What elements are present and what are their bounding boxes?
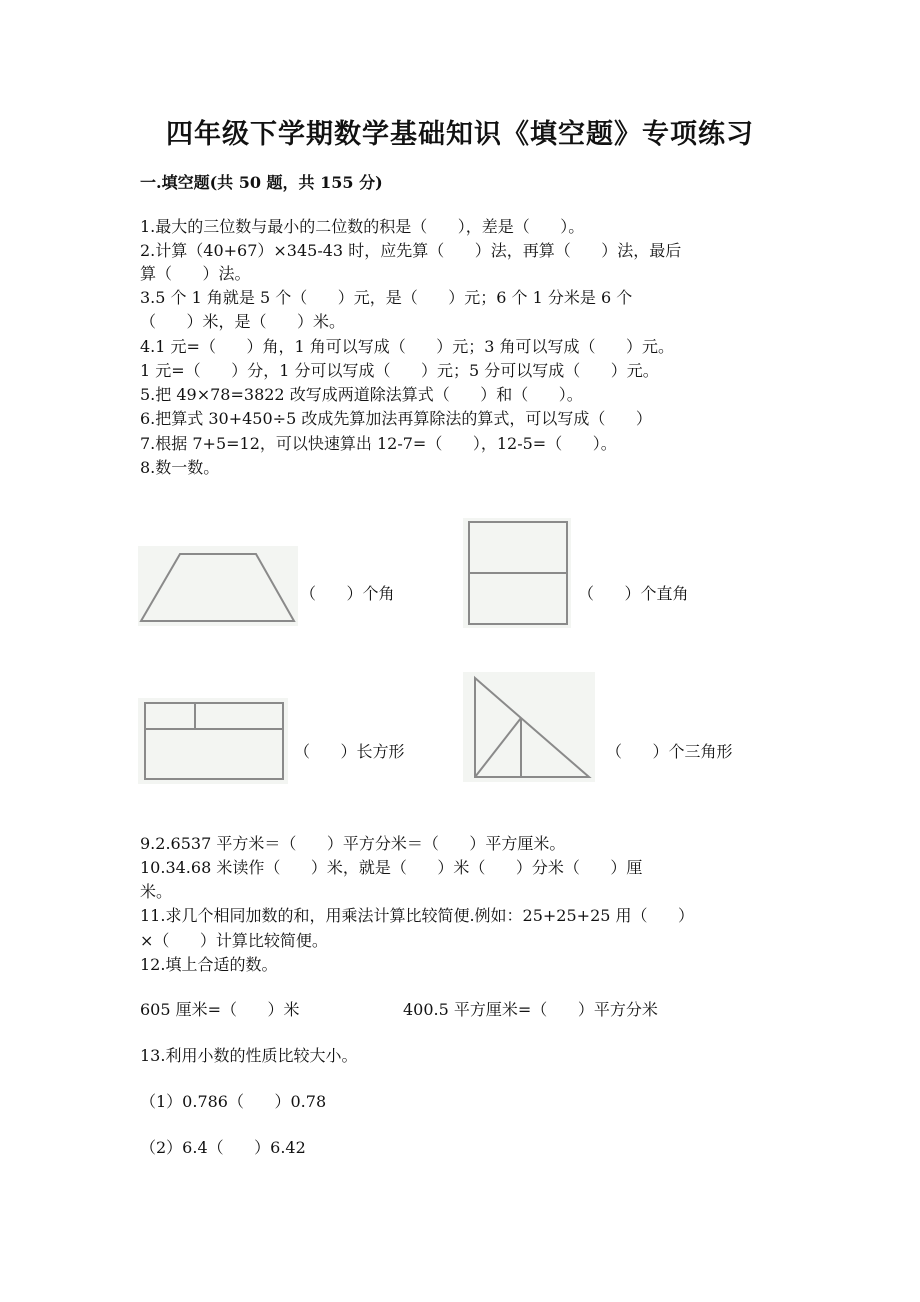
question-line: （ ）米，是（ ）米。 — [140, 312, 346, 331]
question-line: 8.数一数。 — [140, 458, 220, 477]
page-title: 四年级下学期数学基础知识《填空题》专项练习 — [166, 119, 754, 150]
q12-right: 400.5 平方厘米=（ ）平方分米 — [403, 1000, 658, 1019]
square-caption: （ ）个直角 — [578, 584, 689, 603]
question-line: ×（ ）计算比较简便。 — [140, 931, 328, 950]
q13-title: 13.利用小数的性质比较大小。 — [140, 1046, 358, 1065]
question-line: 1 元=（ ）分，1 分可以写成（ ）元；5 分可以写成（ ）元。 — [140, 361, 659, 380]
question-line: 10.34.68 米读作（ ）米，就是（ ）米（ ）分米（ ）厘 — [140, 858, 643, 877]
question-line: 算（ ）法。 — [140, 264, 251, 283]
rectangles-figure — [138, 698, 288, 784]
question-line: 2.计算（40+67）×345-43 时，应先算（ ）法，再算（ ）法，最后 — [140, 241, 682, 260]
question-line: 11.求几个相同加数的和，用乘法计算比较简便.例如：25+25+25 用（ ） — [140, 906, 695, 925]
divided-square-figure — [463, 518, 571, 628]
q13-item: （1）0.786（ ）0.78 — [140, 1092, 327, 1111]
trapezoid-caption: （ ）个角 — [300, 584, 395, 603]
question-line: 7.根据 7+5=12，可以快速算出 12-7=（ ），12-5=（ ）。 — [140, 434, 617, 453]
q13-item: （2）6.4（ ）6.42 — [140, 1138, 306, 1157]
question-line: 3.5 个 1 角就是 5 个（ ）元，是（ ）元；6 个 1 分米是 6 个 — [140, 288, 633, 307]
question-line: 5.把 49×78=3822 改写成两道除法算式（ ）和（ ）。 — [140, 385, 583, 404]
question-line: 6.把算式 30+450÷5 改成先算加法再算除法的算式，可以写成（ ） — [140, 409, 652, 428]
question-line: 4.1 元=（ ）角，1 角可以写成（ ）元；3 角可以写成（ ）元。 — [140, 337, 675, 356]
question-line: 12.填上合适的数。 — [140, 955, 278, 974]
q12-left: 605 厘米=（ ）米 — [140, 1000, 300, 1019]
question-line: 9.2.6537 平方米＝（ ）平方分米＝（ ）平方厘米。 — [140, 834, 566, 853]
triangles-caption: （ ）个三角形 — [606, 742, 733, 761]
trapezoid-figure — [138, 546, 298, 626]
triangles-figure — [463, 672, 595, 782]
question-line: 米。 — [140, 882, 173, 901]
section-heading: 一.填空题(共 50 题，共 155 分) — [140, 173, 383, 192]
rectangles-caption: （ ）长方形 — [294, 742, 405, 761]
question-line: 1.最大的三位数与最小的二位数的积是（ ），差是（ ）。 — [140, 217, 585, 236]
